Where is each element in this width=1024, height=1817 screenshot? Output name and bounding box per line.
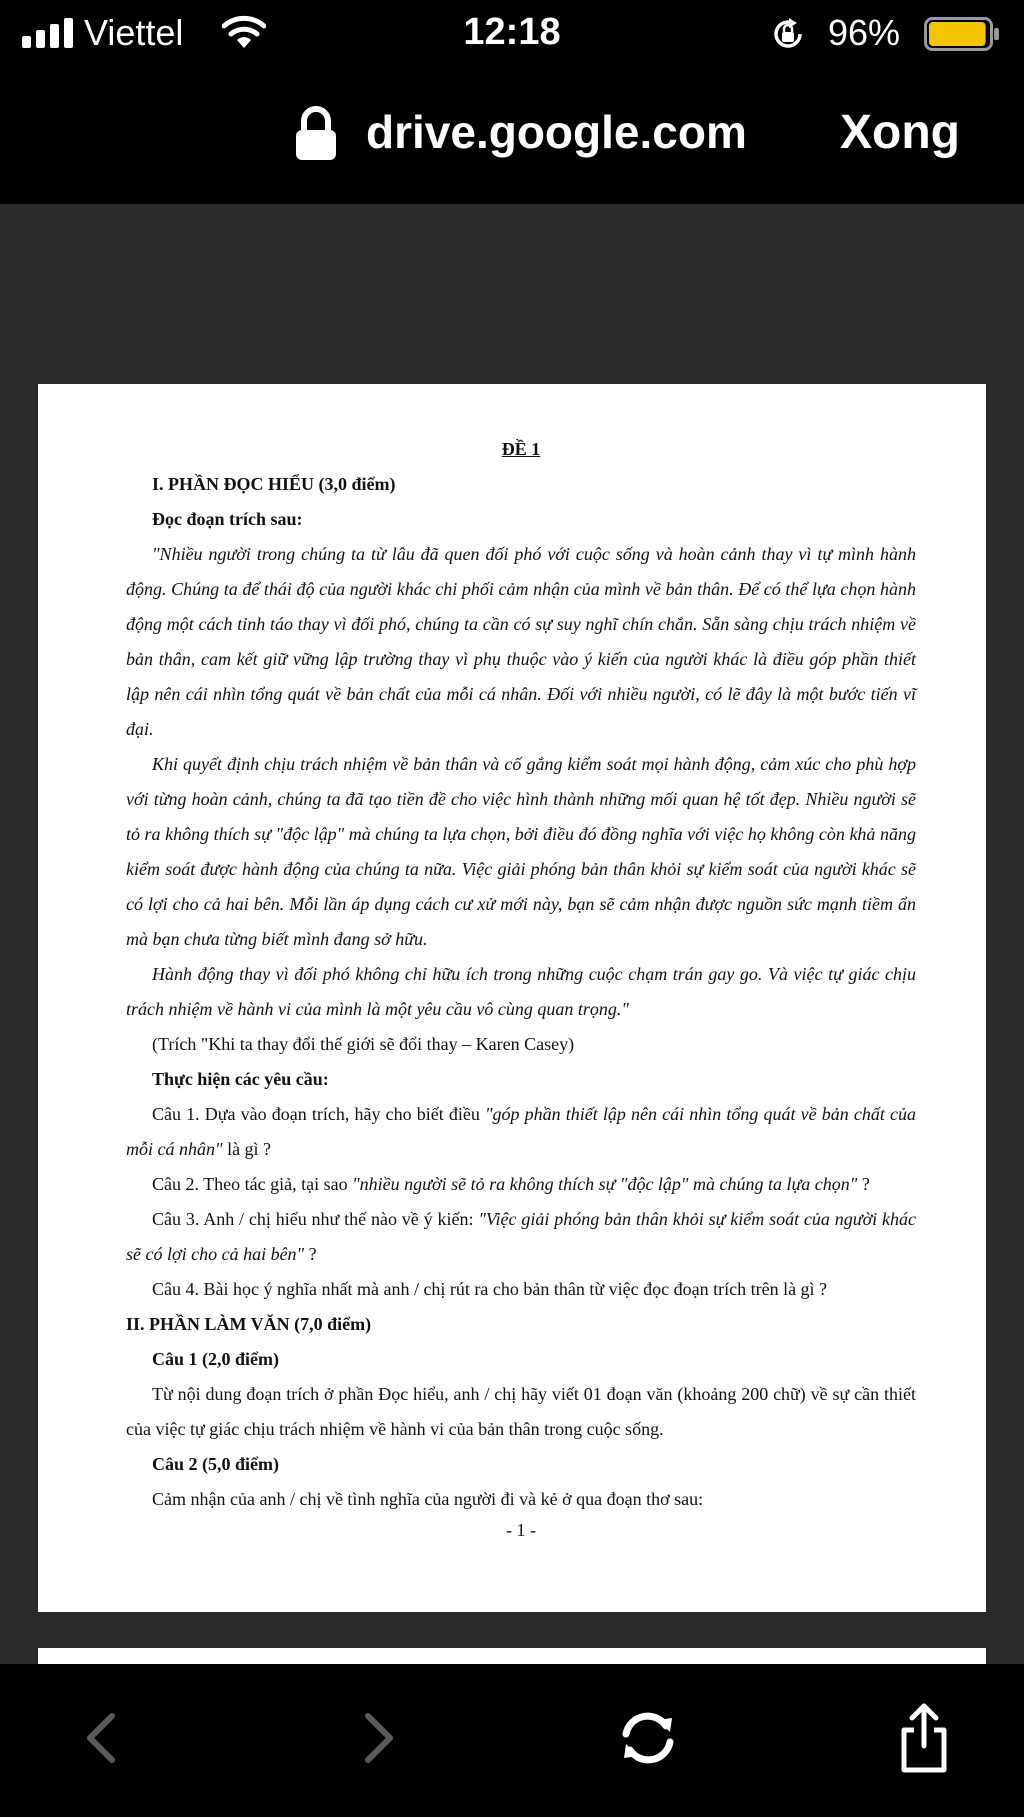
document-content (126, 432, 916, 1543)
chevron-left-icon (60, 1698, 140, 1778)
page-number: - 1 - (506, 1520, 536, 1540)
question-2 (126, 1167, 916, 1202)
tasks-heading: Thực hiện các yêu cầu: (152, 1069, 329, 1089)
rotation-lock-icon (770, 16, 806, 52)
question-2-quote: "nhiều người sẽ tỏ ra không thích sự "độc lập" mà chúng ta lựa chọn" (352, 1174, 858, 1194)
essay-1-text: Từ nội dung đoạn trích ở phần Đọc hiểu, anh / chị hãy viết 01 đoạn văn (khoảng 200 chữ) về sự cần thiết của việc tự giác chịu trách nhiệm về hành vi của bản thân trong cuộc sống. (126, 1384, 916, 1439)
question-3-prefix: Câu 3. Anh / chị hiểu như thế nào về ý kiến: (152, 1209, 479, 1229)
part2-heading: II. PHẦN LÀM VĂN (7,0 điểm) (126, 1314, 372, 1334)
question-1-suffix: là gì ? (222, 1139, 272, 1159)
reload-button[interactable] (608, 1698, 688, 1778)
back-button[interactable] (60, 1698, 140, 1778)
question-2-prefix: Câu 2. Theo tác giả, tại sao (152, 1174, 353, 1194)
question-4: Câu 4. Bài học ý nghĩa nhất mà anh / chị rút ra cho bản thân từ việc đọc đoạn trích trên là gì ? (152, 1279, 828, 1299)
share-button[interactable] (884, 1698, 964, 1778)
question-1 (126, 1097, 916, 1167)
question-2-suffix: ? (857, 1174, 870, 1194)
passage-paragraph-2: Khi quyết định chịu trách nhiệm về bản thân và cố gắng kiểm soát mọi hành động, cảm xúc cho phù hợp với từng hoàn cảnh, chúng ta đã tạo tiền đề cho việc hình thành những mối quan hệ tốt đẹp. Nhiều người sẽ tỏ ra không thích sự "độc lập" mà chúng ta lựa chọn, bởi điều đó đồng nghĩa với việc họ không còn khả năng kiểm soát được hành động của chúng ta nữa. Việc giải phóng bản thân khỏi sự kiểm soát của người khác sẽ có lợi cho cả hai bên. Mỗi lần áp dụng cách cư xử mới này, bạn sẽ cảm nhận được nguồn sức mạnh tiềm ẩn mà bạn chưa từng biết mình đang sở hữu. (126, 754, 916, 949)
lock-icon (294, 106, 338, 162)
question-3-suffix: ? (304, 1244, 317, 1264)
clock: 12:18 (463, 11, 561, 53)
question-3 (126, 1202, 916, 1272)
status-bar (0, 0, 1024, 66)
bottom-toolbar (0, 1664, 1024, 1817)
battery-icon (924, 17, 1000, 51)
share-icon (884, 1698, 964, 1778)
source-citation: (Trích "Khi ta thay đổi thế giới sẽ đổi thay – Karen Casey) (152, 1034, 575, 1054)
forward-button[interactable] (340, 1698, 420, 1778)
passage-paragraph-3: Hành động thay vì đối phó không chỉ hữu ích trong những cuộc chạm trán gay go. Và việc tự giác chịu trách nhiệm về hành vi của mình là một yêu cầu vô cùng quan trọng." (126, 964, 916, 1019)
question-1-quote: "góp phần thiết lập nên cái nhìn tổng quát về bản chất của mỗi cá nhân" (126, 1104, 916, 1159)
passage-paragraph-1: "Nhiều người trong chúng ta từ lâu đã quen đối phó với cuộc sống và hoàn cảnh thay vì tự mình hành động. Chúng ta để thái độ của người khác chi phối cảm nhận của mình về bản thân. Để có thể lựa chọn hành động một cách tỉnh táo thay vì đối phó, chúng ta cần có sự suy nghĩ chín chắn. Sẵn sàng chịu trách nhiệm về bản thân, cam kết giữ vững lập trường thay vì phụ thuộc vào ý kiến của người khác là điều góp phần thiết lập nên cái nhìn tổng quát về bản chất của mỗi cá nhân. Đối với nhiều người, có lẽ đây là một bước tiến vĩ đại. (126, 544, 916, 739)
done-button[interactable]: Xong (840, 106, 960, 159)
doc-title: ĐỀ 1 (501, 439, 541, 459)
essay-1-heading: Câu 1 (2,0 điểm) (152, 1349, 279, 1369)
carrier-name: Viettel (84, 12, 184, 53)
essay-2-heading: Câu 2 (5,0 điểm) (152, 1454, 279, 1474)
document-viewer[interactable] (0, 204, 1024, 1664)
question-1-prefix: Câu 1. Dựa vào đoạn trích, hãy cho biết điều (152, 1104, 485, 1124)
url-bar (0, 66, 1024, 204)
document-page (38, 384, 986, 1612)
part1-heading: I. PHẦN ĐỌC HIỂU (3,0 điểm) (152, 474, 396, 494)
essay-2-text: Cảm nhận của anh / chị về tình nghĩa của người đi và kẻ ở qua đoạn thơ sau: (152, 1489, 704, 1509)
chevron-right-icon (340, 1698, 420, 1778)
battery-percentage: 96% (828, 12, 901, 53)
url-text[interactable]: drive.google.com (366, 106, 747, 158)
question-3-quote: "Việc giải phóng bản thân khỏi sự kiểm soát của người khác sẽ có lợi cho cả hai bên" (126, 1209, 916, 1264)
read-prompt: Đọc đoạn trích sau: (152, 509, 303, 529)
reload-icon (608, 1698, 688, 1778)
next-page-preview (38, 1648, 986, 1664)
